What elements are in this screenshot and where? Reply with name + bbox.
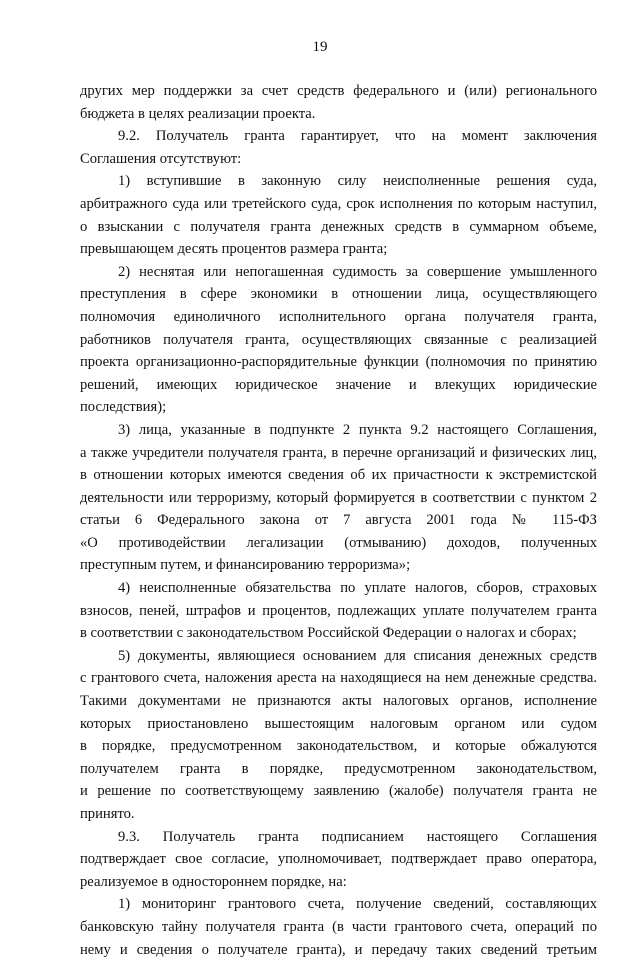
- text-line: и решение по соответствующему заявлению (жалобе) получателя гранта не: [80, 783, 597, 800]
- text-line: преступления в сфере экономики в отношении лица, осуществляющего: [80, 286, 597, 303]
- text-line: в отношении которых имеются сведения об их причастности к экстремистской: [80, 467, 597, 484]
- text-line: реализуемое в одностороннем порядке, на:: [80, 873, 347, 890]
- text-line: 9.2. Получатель гранта гарантирует, что на момент заключения: [118, 128, 597, 145]
- text-line: 3) лица, указанные в подпункте 2 пункта 9.2 настоящего Соглашения,: [118, 421, 597, 438]
- text-line: других мер поддержки за счет средств федерального и (или) регионального: [80, 83, 597, 99]
- text-line: бюджета в целях реализации проекта.: [80, 105, 316, 122]
- text-line: в соответствии с законодательством Российской Федерации о налогах и сборах;: [80, 625, 577, 642]
- text-line: преступным путем, и финансированию терроризма»;: [80, 557, 411, 574]
- text-line: взносов, пеней, штрафов и процентов, подлежащих уплате получателем гранта: [80, 602, 597, 619]
- text-line: последствия);: [80, 399, 167, 416]
- text-line: 2) неснятая или непогашенная судимость за совершение умышленного: [118, 263, 597, 280]
- text-line: а также учредители получателя гранта, в перечне организаций и физических лиц,: [80, 444, 597, 461]
- text-line: с грантового счета, наложения ареста на находящиеся на нем денежные средства.: [80, 670, 597, 687]
- text-line: в порядке, предусмотренном законодательством, и которые обжалуются: [80, 738, 597, 755]
- text-line: арбитражного суда или третейского суда, срок исполнения по которым наступил,: [80, 195, 597, 212]
- text-line: «О противодействии легализации (отмыванию) доходов, полученных: [80, 534, 597, 551]
- text-line: нему и сведения о получателе гранта), и передачу таких сведений третьим: [80, 941, 597, 958]
- text-line: решений, имеющих юридическое значение и влекущих юридические: [80, 376, 597, 393]
- text-line: банковскую тайну получателя гранта (в части грантового счета, операций по: [80, 918, 597, 935]
- text-line: 1) вступившие в законную силу неисполненные решения суда,: [118, 173, 597, 190]
- text-line: Такими документами не признаются акты налоговых органов, исполнение: [80, 693, 597, 710]
- text-line: полномочия единоличного исполнительного органа получателя гранта,: [80, 308, 597, 325]
- page-number: 19: [312, 39, 328, 55]
- text-line: 4) неисполненные обязательства по уплате налогов, сборов, страховых: [118, 580, 597, 597]
- text-line: 5) документы, являющиеся основанием для списания денежных средств: [118, 647, 597, 664]
- document-body: [80, 80, 597, 961]
- text-line: деятельности или терроризму, который формируется в соответствии с пунктом 2: [80, 489, 597, 506]
- text-line: о взыскании с получателя гранта денежных средств в суммарном объеме,: [80, 218, 597, 235]
- text-line: получателем гранта в порядке, предусмотренном законодательством,: [80, 760, 597, 777]
- text-line: принято.: [80, 806, 135, 822]
- text-line: работников получателя гранта, осуществляющих связанные с реализацией: [80, 331, 597, 348]
- text-line: 9.3. Получатель гранта подписанием настоящего Соглашения: [118, 828, 597, 845]
- text-line: превышающем десять процентов размера гранта;: [80, 241, 388, 258]
- text-line: проекта организационно-распорядительные функции (полномочия по принятию: [80, 354, 597, 371]
- text-line: статьи 6 Федерального закона от 7 августа 2001 года № 115-ФЗ: [80, 512, 597, 529]
- text-line: Соглашения отсутствуют:: [80, 150, 242, 167]
- text-line: которых приостановлено вышестоящим налоговым органом или судом: [80, 715, 597, 732]
- text-line: 1) мониторинг грантового счета, получение сведений, составляющих: [118, 896, 597, 913]
- text-line: подтверждает свое согласие, уполномочивает, подтверждает право оператора,: [80, 851, 597, 868]
